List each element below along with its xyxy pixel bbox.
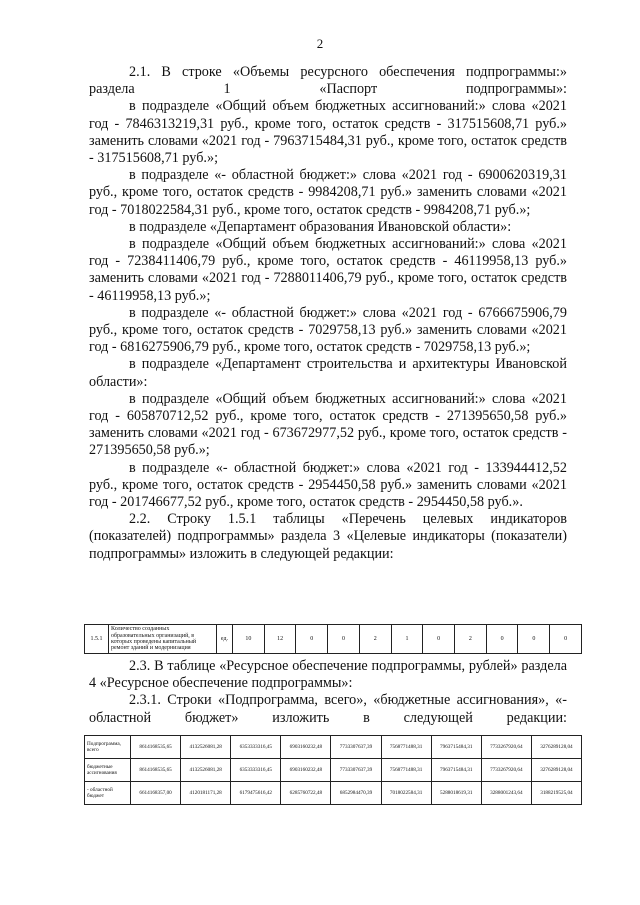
table-cell: 8614168535,65 xyxy=(131,759,181,782)
table-cell: бюджетные ассигнования xyxy=(85,759,131,782)
table-cell: 7733267920,64 xyxy=(481,736,531,759)
table-cell: 5288018619,31 xyxy=(431,782,481,805)
table-cell: 6285760722,48 xyxy=(281,782,331,805)
table-cell: 6179475616,42 xyxy=(231,782,281,805)
table-cell: 8614168535,65 xyxy=(131,736,181,759)
table-cell: 0 xyxy=(296,625,328,654)
table-cell: 12 xyxy=(264,625,296,654)
table-cell: 0 xyxy=(550,625,582,654)
table-cell: 1.5.1 xyxy=(85,625,109,654)
paragraph: в подразделе «- областной бюджет:» слова «2021 год - 133944412,52 руб., кроме того, остаток средств - 2954450,58 руб.» заменить словами «2021 год - 201746677,52 руб., кроме того, остаток средств - 2954450,58 руб.». xyxy=(89,459,567,511)
table-cell: - областной бюджет xyxy=(85,782,131,805)
table-cell: 3188219525,04 xyxy=(531,782,581,805)
table-cell: 0 xyxy=(486,625,518,654)
table-cell: 6903160232,48 xyxy=(281,736,331,759)
document-body xyxy=(89,64,567,563)
table-cell: 7568771488,31 xyxy=(381,736,431,759)
table-cell: 3276289128,04 xyxy=(531,736,581,759)
paragraph: 2.3.1. Строки «Подпрограмма, всего», «бюджетные ассигнования», «- областной бюджет» изложить в следующей редакции: xyxy=(89,692,567,726)
table-cell: 0 xyxy=(518,625,550,654)
table-cell: Количество созданных образовательных организаций, в которых проведены капитальный ремонт зданий и модернизация xyxy=(109,625,217,654)
table-row xyxy=(85,759,582,782)
table-cell: 7963715484,31 xyxy=(431,736,481,759)
paragraph: в подразделе «Общий объем бюджетных ассигнований:» слова «2021 год - 7846313219,31 руб., кроме того, остаток средств - 317515608,71 руб.» заменить словами «2021 год - 7963715484,31 руб., кроме того, остаток средств - 317515608,71 руб.»; xyxy=(89,98,567,167)
paragraph: в подразделе «Департамент строительства и архитектуры Ивановской области»: xyxy=(89,356,567,390)
table-cell: 6852984470,39 xyxy=(331,782,381,805)
table-cell: 6353333316,45 xyxy=(231,736,281,759)
paragraph: 2.1. В строке «Объемы ресурсного обеспечения подпрограммы:» раздела 1 «Паспорт подпрограммы»: xyxy=(89,64,567,98)
table-cell: 3288001243,64 xyxy=(481,782,531,805)
table-cell: 6614168357,00 xyxy=(131,782,181,805)
page-number: 2 xyxy=(316,36,324,51)
table-row xyxy=(85,625,582,654)
table-cell: ед. xyxy=(217,625,233,654)
table-cell: 0 xyxy=(423,625,455,654)
table-cell: 4132526081,28 xyxy=(181,759,231,782)
resource-table xyxy=(84,735,582,805)
table-cell: 7733307637,39 xyxy=(331,736,381,759)
paragraph: в подразделе «Общий объем бюджетных ассигнований:» слова «2021 год - 605870712,52 руб., кроме того, остаток средств - 271395650,58 руб.» заменить словами «2021 год - 673672977,52 руб., кроме того, остаток средств - 271395650,58 руб.»; xyxy=(89,390,567,459)
paragraph: в подразделе «- областной бюджет:» слова «2021 год - 6766675906,79 руб., кроме того, остаток средств - 7029758,13 руб.» заменить словами «2021 год - 6816275906,79 руб., кроме того, остаток средств - 7029758,13 руб.»; xyxy=(89,304,567,356)
table-cell: 4120181171,28 xyxy=(181,782,231,805)
table-row xyxy=(85,736,582,759)
table-cell: 6903160232,48 xyxy=(281,759,331,782)
table-cell: 7733307637,39 xyxy=(331,759,381,782)
paragraph: в подразделе «- областной бюджет:» слова «2021 год - 6900620319,31 руб., кроме того, остаток средств - 9984208,71 руб.» заменить словами «2021 год - 7018022584,31 руб., кроме того, остаток средств - 9984208,71 руб.»; xyxy=(89,167,567,218)
table-cell: 2 xyxy=(455,625,487,654)
table-cell: 4132526081,28 xyxy=(181,736,231,759)
paragraph: в подразделе «Департамент образования Ивановской области»: xyxy=(129,218,512,235)
table-cell: 0 xyxy=(328,625,360,654)
table-cell: 7018022584,31 xyxy=(381,782,431,805)
table-cell: 3276289128,04 xyxy=(531,759,581,782)
table-cell: 10 xyxy=(233,625,265,654)
table-cell: 7733267920,64 xyxy=(481,759,531,782)
table-row xyxy=(85,782,582,805)
table-cell: 7568771488,31 xyxy=(381,759,431,782)
indicator-table xyxy=(84,624,582,654)
table-cell: 1 xyxy=(391,625,423,654)
table-cell: 2 xyxy=(359,625,391,654)
table-cell: Подпрограмма, всего xyxy=(85,736,131,759)
paragraph: 2.3. В таблице «Ресурсное обеспечение подпрограммы, рублей» раздела 4 «Ресурсное обеспечение подпрограммы»: xyxy=(89,658,567,692)
table-cell: 6353333316,45 xyxy=(231,759,281,782)
paragraph: в подразделе «Общий объем бюджетных ассигнований:» слова «2021 год - 7238411406,79 руб., кроме того, остаток средств - 46119958,13 руб.» заменить словами «2021 год - 7288011406,79 руб., кроме того, остаток средств - 46119958,13 руб.»; xyxy=(89,236,567,304)
table-cell: 7963715484,31 xyxy=(431,759,481,782)
paragraph: 2.2. Строку 1.5.1 таблицы «Перечень целевых индикаторов (показателей) подпрограммы» раздела 3 «Целевые индикаторы (показатели) подпрограммы» изложить в следующей редакции: xyxy=(89,511,567,562)
document-body-continued xyxy=(89,658,567,727)
